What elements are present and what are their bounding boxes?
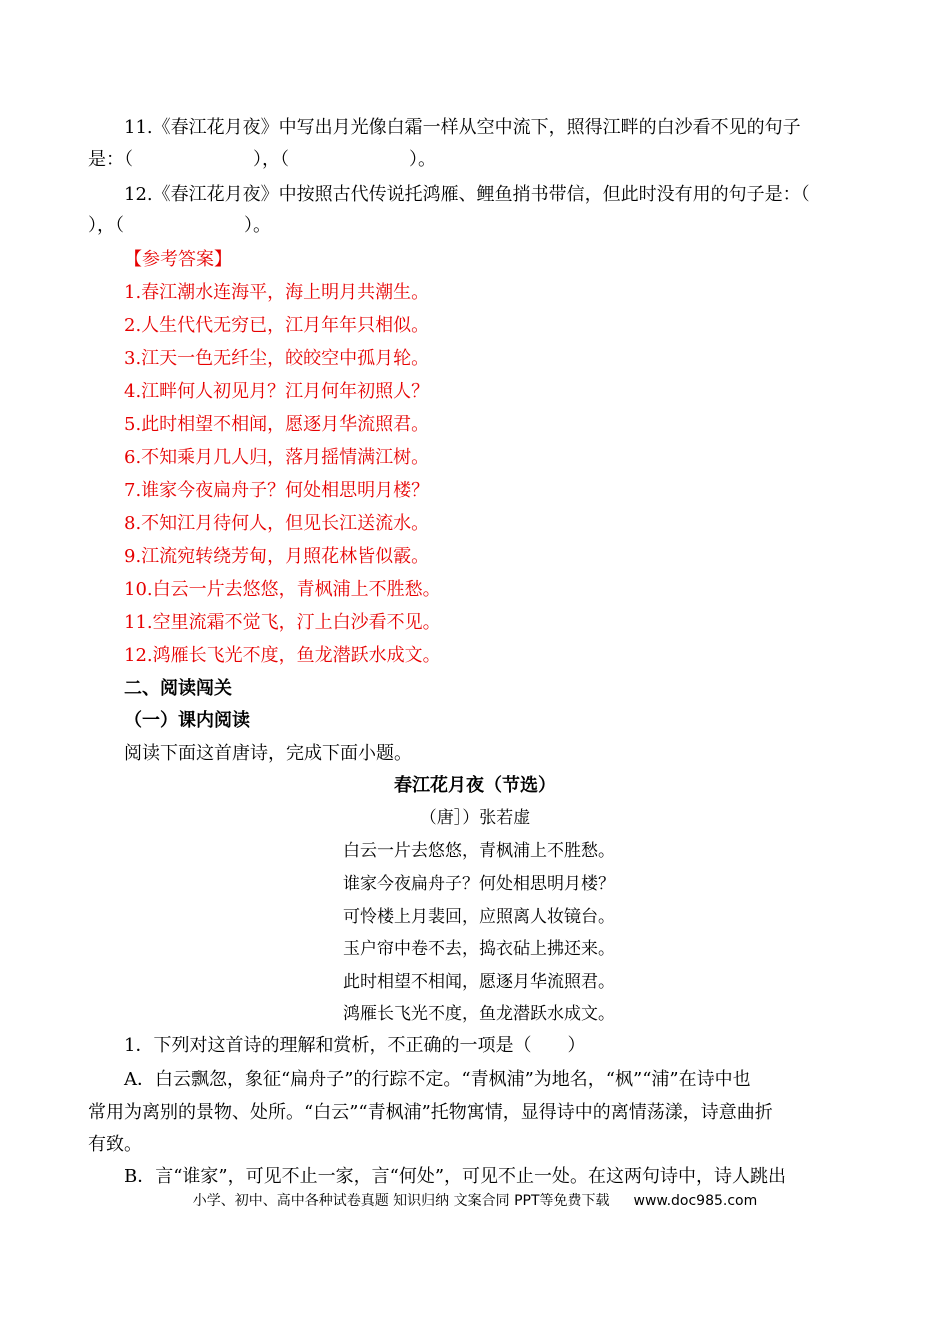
question-12-line1: 12.《春江花月夜》中按照古代传说托鸿雁、鲤鱼捎书带信，但此时没有用的句子是：（	[124, 184, 810, 205]
question-1-stem: 1．下列对这首诗的理解和赏析，不正确的一项是（ ）	[124, 1035, 586, 1056]
answer-item: 4.江畔何人初见月？江月何年初照人？	[124, 381, 430, 402]
answer-item: 2.人生代代无穷已，江月年年只相似。	[124, 315, 430, 336]
section-title: 二、阅读闯关	[124, 678, 232, 699]
poem-title: 春江花月夜（节选）	[394, 775, 556, 796]
answer-item: 5.此时相望不相闻，愿逐月华流照君。	[124, 414, 430, 435]
option-a-line: A．白云飘忽，象征“扁舟子”的行踪不定。“青枫浦”为地名，“枫”“浦”在诗中也	[124, 1069, 751, 1090]
answer-item: 11.空里流霜不觉飞，汀上白沙看不见。	[124, 612, 441, 633]
answer-item: 3.江天一色无纤尘，皎皎空中孤月轮。	[124, 348, 430, 369]
poem-line: 谁家今夜扁舟子？何处相思明月楼？	[343, 874, 615, 894]
answer-item: 10.白云一片去悠悠，青枫浦上不胜愁。	[124, 579, 441, 600]
answer-item: 7.谁家今夜扁舟子？何处相思明月楼？	[124, 480, 430, 501]
option-a-line: 常用为离别的景物、处所。“白云”“青枫浦”托物寓情，显得诗中的离情荡漾，诗意曲折	[88, 1102, 773, 1123]
answer-item: 1.春江潮水连海平，海上明月共潮生。	[124, 282, 430, 303]
page-footer	[0, 1190, 950, 1210]
poem-line: 鸿雁长飞光不度，鱼龙潜跃水成文。	[343, 1004, 615, 1024]
poem-line: 此时相望不相闻，愿逐月华流照君。	[343, 972, 615, 992]
poem-author: （唐］）张若虚	[419, 808, 531, 828]
footer-text: 小学、初中、高中各种试卷真题 知识归纳 文案合同 PPT等免费下载	[192, 1193, 610, 1209]
answer-item: 8.不知江月待何人，但见长江送流水。	[124, 513, 430, 534]
subsection-title: （一）课内阅读	[124, 710, 250, 731]
reading-instruction: 阅读下面这首唐诗，完成下面小题。	[124, 743, 412, 764]
question-11-line2: 是：（ ），（ ）。	[88, 149, 436, 170]
option-b-line: B．言“谁家”，可见不止一家，言“何处”，可见不止一处。在这两句诗中，诗人跳出	[124, 1166, 787, 1187]
poem-line: 白云一片去悠悠，青枫浦上不胜愁。	[343, 841, 615, 861]
question-12-line2: ），（ ）。	[88, 215, 271, 236]
option-a-line: 有致。	[88, 1134, 142, 1155]
answer-item: 6.不知乘月几人归，落月摇情满江树。	[124, 447, 430, 468]
poem-line: 玉户帘中卷不去，捣衣砧上拂还来。	[343, 939, 615, 959]
answer-item: 12.鸿雁长飞光不度，鱼龙潜跃水成文。	[124, 645, 441, 666]
footer-site-link[interactable]: www.doc985.com	[633, 1193, 758, 1209]
answer-heading: 【参考答案】	[124, 249, 232, 270]
question-11-line1: 11.《春江花月夜》中写出月光像白霜一样从空中流下，照得江畔的白沙看不见的句子	[124, 117, 801, 138]
poem-line: 可怜楼上月裴回，应照离人妆镜台。	[343, 907, 615, 927]
answer-item: 9.江流宛转绕芳甸，月照花林皆似霰。	[124, 546, 430, 567]
